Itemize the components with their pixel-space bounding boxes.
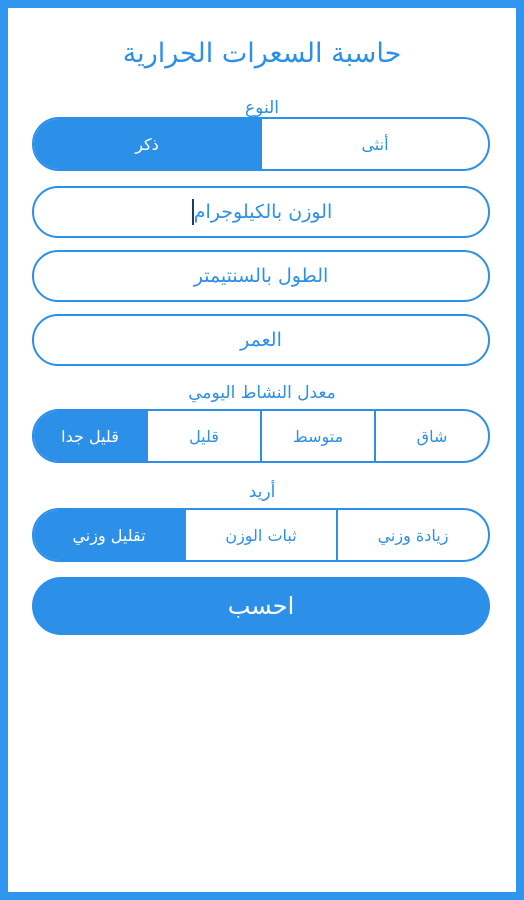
weight-field[interactable]: [32, 186, 490, 238]
gender-label: النوع: [245, 98, 279, 118]
activity-option-moderate[interactable]: متوسط: [260, 411, 374, 461]
gender-option-male[interactable]: ذكر: [34, 119, 260, 169]
page-title: حاسبة السعرات الحرارية: [122, 38, 402, 69]
activity-selector: [32, 409, 490, 463]
calculate-button[interactable]: احسب: [32, 577, 490, 635]
age-field[interactable]: [32, 314, 490, 366]
activity-option-very-low[interactable]: قليل جدا: [34, 411, 146, 461]
text-cursor: [192, 199, 194, 225]
gender-option-female[interactable]: أنثى: [260, 119, 488, 169]
height-field-text: الطول بالسنتيمتر: [193, 265, 329, 287]
goal-selector: [32, 508, 490, 562]
age-field-text: العمر: [240, 329, 282, 351]
gender-selector: [32, 117, 490, 171]
activity-label: معدل النشاط اليومي: [188, 383, 336, 403]
height-field[interactable]: [32, 250, 490, 302]
goal-option-maintain[interactable]: ثبات الوزن: [184, 510, 336, 560]
activity-option-intense[interactable]: شاق: [374, 411, 488, 461]
calculator-card: [8, 8, 516, 892]
goal-option-gain[interactable]: زيادة وزني: [336, 510, 488, 560]
goal-label: أريد: [248, 482, 276, 502]
goal-option-lose[interactable]: تقليل وزني: [34, 510, 184, 560]
activity-option-low[interactable]: قليل: [146, 411, 260, 461]
weight-field-text: الوزن بالكيلوجرام: [193, 201, 333, 223]
